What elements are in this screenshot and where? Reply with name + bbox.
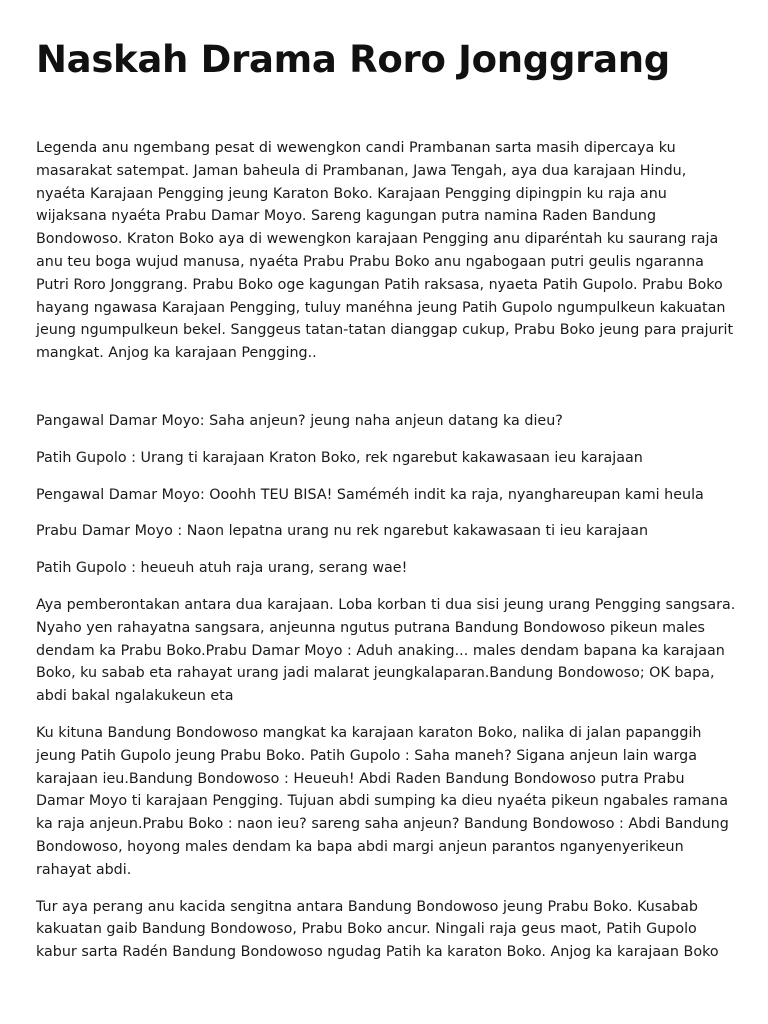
story-paragraph: Tur aya perang anu kacida sengitna antara Bandung Bondowoso jeung Prabu Boko. Kusabab kakuatan gaib Bandung Bondowoso, Prabu Boko ancur. Ningali raja geus maot, Patih Gupolo kabur sarta Radén Bandung Bondowoso ngudag Patih ka karaton Boko. Anjog ka karajaan Boko [36,898,719,961]
story-paragraph: Ku kituna Bandung Bondowoso mangkat ka karajaan karaton Boko, nalika di jalan papanggih jeung Patih Gupolo jeung Prabu Boko. Patih Gupolo : Saha maneh? Sigana anjeun lain warga karajaan ieu.Bandung Bondowoso : Heueuh! Abdi Raden Bandung Bondowoso putra Prabu Damar Moyo ti karajaan Pengging. Tujuan abdi sumping ka dieu nyaéta pikeun ngabales ramana ka raja anjeun.Prabu Boko : naon ieu? sareng saha anjeun? Bandung Bondowoso : Abdi Bandung Bondowoso, hoyong males dendam ka bapa abdi margi anjeun parantos nganyenyerikeun rahayat abdi. [36,724,729,878]
intro-paragraph: Legenda anu ngembang pesat di wewengkon candi Prambanan sarta masih dipercaya ku masarakat satempat. Jaman baheula di Prambanan, Jawa Tengah, aya dua karajaan Hindu, nyaéta Karajaan Pengging jeung Karaton Boko. Karajaan Pengging dipingpin ku raja anu wijaksana nyaéta Prabu Damar Moyo. Sareng kagungan putra namina Raden Bandung Bondowoso. Kraton Boko aya di wewengkon karajaan Pengging anu diparéntah ku saurang raja anu teu boga wujud manusa, nyaéta Prabu Prabu Boko anu ngabogaan putri geulis ngaranna Putri Roro Jonggrang. Prabu Boko oge kagungan Patih raksasa, nyaeta Patih Gupolo. Prabu Boko hayang ngawasa Karajaan Pengging, tuluy manéhna jeung Patih Gupolo ngumpulkeun kakuatan jeung ngumpulkeun bekel. Sanggeus tatan-tatan dianggap cukup, Prabu Boko jeung para prajurit mangkat. Anjog ka karajaan Pengging.. [36,140,734,362]
story-paragraph: Aya pemberontakan antara dua karajaan. Loba korban ti dua sisi jeung urang Pengging sangsara. Nyaho yen rahayatna sangsara, anjeunna ngutus putrana Bandung Bondowoso pikeun males dendam ka Prabu Boko.Prabu Damar Moyo : Aduh anaking... males dendam bapana ka karajaan Boko, ku sabab eta rahayat urang jadi malarat jeungkalaparan.Bandung Bondowoso; OK bapa, abdi bakal ngalakukeun eta [36,596,736,705]
dialogue-line: Patih Gupolo : heueuh atuh raja urang, serang wae! [36,560,408,577]
dialogue-line: Pangawal Damar Moyo: Saha anjeun? jeung naha anjeun datang ka dieu? [36,412,563,429]
dialogue-line: Pengawal Damar Moyo: Ooohh TEU BISA! Saméméh indit ka raja, nyanghareupan kami heula [36,486,704,503]
dialogue-line: Prabu Damar Moyo : Naon lepatna urang nu rek ngarebut kakawasaan ti ieu karajaan [36,523,649,540]
dialogue-line: Patih Gupolo : Urang ti karajaan Kraton Boko, rek ngarebut kakawasaan ieu karajaan [36,449,643,466]
document-title: Naskah Drama Roro Jonggrang [36,38,670,81]
document-body [36,137,736,978]
